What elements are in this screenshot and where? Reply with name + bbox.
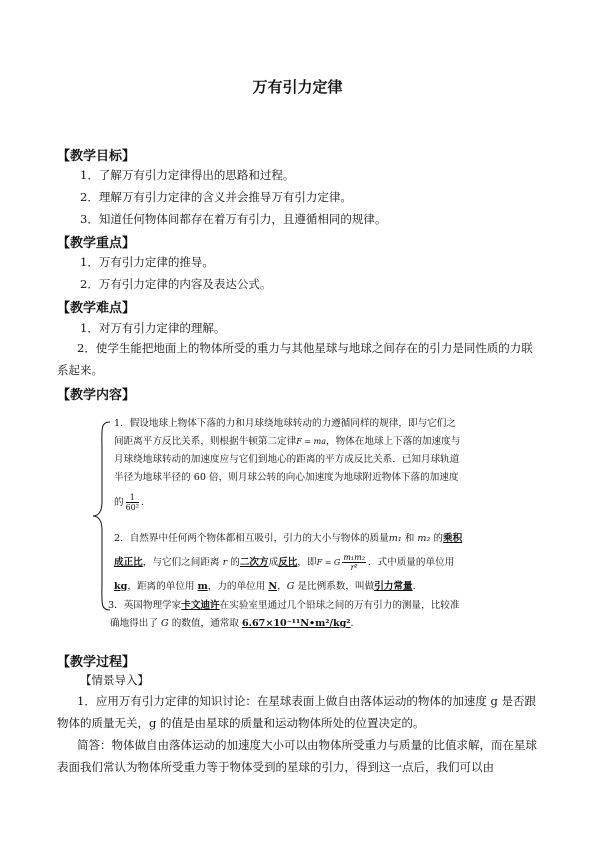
page-title: 万有引力定律 (252, 78, 343, 96)
newton-second-law-formula: F = ma (296, 437, 326, 446)
scenario-intro-heading: 【情景导入】 (80, 673, 149, 687)
keyword-cavendish: 卡文迪许 (181, 600, 220, 611)
keyword-direct-proportion: 成正比 (114, 557, 143, 568)
unit-m: m (197, 581, 208, 592)
difficulty-item: 1．对万有引力定律的理解。 (80, 321, 226, 335)
objective-item: 3．知道任何物体间都存在着万有引力，且遵循相同的规律。 (80, 212, 387, 226)
content-item-1-line: 半径为地球半径的 60 倍，则月球公转的向心加速度为地球附近物体下落的加速度 (114, 472, 459, 483)
process-paragraph-1: 1．应用万有引力定律的知识讨论：在星球表面上做自由落体运动的物体的加速度 g 是否跟物体的质量无关，g 的值是由星球的质量和运动物体所处的位置决定的。 (57, 694, 536, 730)
content-item-2: 2．自然界中任何两个物体都相互吸引，引力的大小与物体的质量m₁ 和 m₂ 的乘积 成正比，与它们之间距离 r 的二次方成反比，即F = G $\frac{\text{m₁m₂}}{\text{r²}}$ ．式中质量的单位用 kg，距离的单位用 m，力的单位用 N，G 是比例系数，叫做引力常量． (114, 533, 463, 592)
fraction: $\frac{\text{m₁m₂}}{\text{r²}}$ (343, 553, 365, 572)
content-item-1 (114, 415, 524, 512)
keyword-product: 乘积 (443, 533, 463, 544)
content-item-1-line: 月球绕地球转动的加速度应与它们到地心的距离的平方成反比关系．已知月球轨道 (114, 454, 460, 465)
objective-item: 1．了解万有引力定律得出的思路和过程。 (80, 168, 295, 182)
objective-item: 2．理解万有引力定律的含义并会推导万有引力定律。 (80, 190, 352, 204)
objectives-heading: 【教学目标】 (57, 149, 136, 164)
keyword-gravitational-constant: 引力常量 (374, 581, 413, 592)
key-point-item: 1．万有引力定律的推导。 (80, 255, 214, 269)
keyword-inverse: 反比 (278, 557, 298, 568)
content-item-1-line: 1．假设地球上物体下落的力和月球绕地球转动的力遵循同样的规律，即与它们之 (114, 418, 456, 429)
unit-kg: kg (114, 581, 128, 592)
gravitation-formula: F = G (316, 558, 341, 567)
difficulties-heading: 【教学难点】 (57, 301, 136, 316)
unit-n: N (268, 581, 278, 592)
content-item-1-line: 的 $\frac{1}{\text{60²}}$ ． (114, 493, 151, 512)
gravitational-constant-value: 6.67×10⁻¹¹N•m²/kg² (241, 618, 351, 629)
curly-brace-icon (90, 420, 114, 612)
content-item-1-line: 间距离平方反比关系，则根据牛顿第二定律F = ma，物体在地球上下落的加速度与 (114, 436, 461, 447)
process-paragraph-2: 简答：物体做自由落体运动的加速度大小可以由物体所受重力与质量的比值求解，而在星球表面我们常认为物体所受重力等于物体受到的星球的引力，得到这一点后，我们可以由 (57, 738, 537, 774)
keyword-square: 二次方 (239, 557, 269, 568)
key-points-heading: 【教学重点】 (57, 236, 136, 251)
content-item-3: 3．英国物理学家卡文迪许在实验室里通过几个铅球之间的万有引力的测量，比较准 确地得出了 G 的数值，通常取 6.67×10⁻¹¹N•m²/kg²． (108, 600, 460, 629)
process-heading: 【教学过程】 (57, 655, 136, 670)
key-point-item: 2．万有引力定律的内容及表达公式。 (80, 277, 272, 291)
fraction: $\frac{1}{\text{60²}}$ (125, 493, 139, 512)
content-heading: 【教学内容】 (57, 388, 136, 403)
difficulty-paragraph: 2．使学生能把地面上的物体所受的重力与其他星球与地球之间存在的引力是同性质的力联系起来。 (57, 341, 533, 377)
